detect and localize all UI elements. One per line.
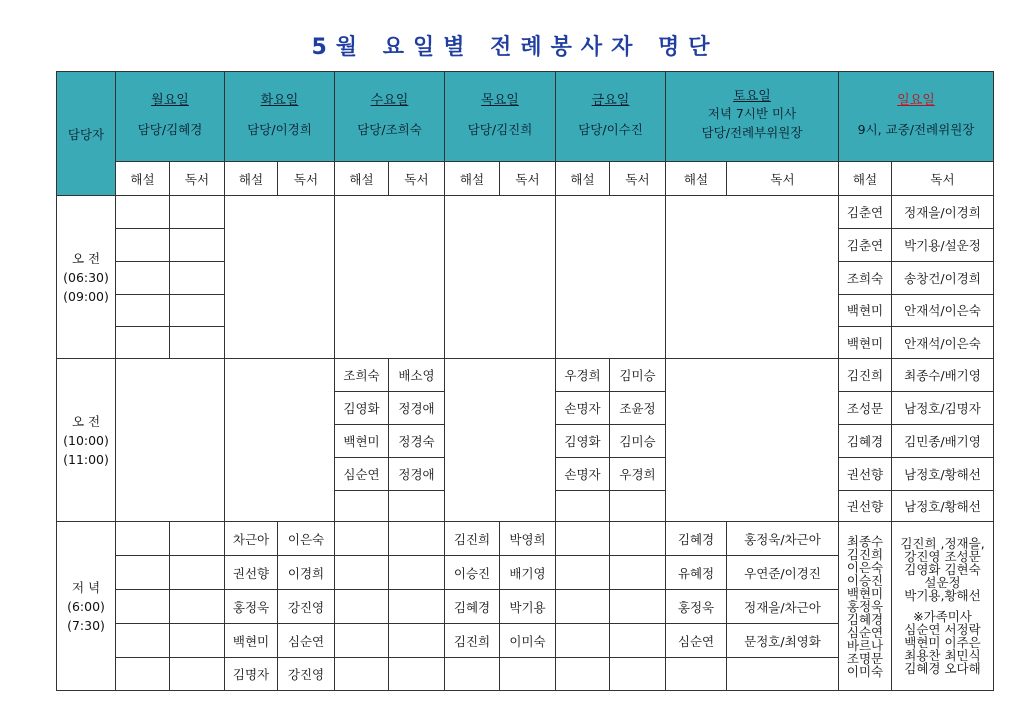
wed-reader: 정경애 — [389, 392, 445, 425]
day-name: 목요일 — [481, 92, 519, 108]
header-day-mon — [116, 72, 225, 162]
empty-cell — [116, 556, 170, 590]
period-label-morning1 — [57, 196, 116, 359]
empty-cell — [556, 522, 610, 556]
spacer — [116, 108, 224, 120]
col-reading: 독서 — [500, 162, 556, 196]
day-manager: 담당/김혜경 — [137, 121, 203, 137]
sun-commentator: 김진희 — [839, 359, 892, 392]
sun-commentator: 김춘연 — [839, 196, 892, 229]
empty-cell — [116, 522, 170, 556]
name-entry: 이승진 — [846, 572, 884, 588]
empty-block — [666, 359, 839, 522]
tue-reader: 심순연 — [278, 624, 335, 658]
wed-commentator: 조희숙 — [335, 359, 389, 392]
fri-reader: 우경희 — [610, 457, 666, 490]
sun-commentator: 백현미 — [839, 294, 892, 327]
fri-commentator: 우경희 — [556, 359, 610, 392]
name-entry: 홍정욱 — [846, 598, 884, 614]
tue-commentator: 홍정욱 — [225, 590, 278, 624]
sat-reader: 정재을/차근아 — [727, 590, 839, 624]
col-commentary: 해설 — [445, 162, 500, 196]
sun-reader: 안재석/이은숙 — [892, 327, 994, 359]
tue-commentator: 김명자 — [225, 657, 278, 690]
day-manager: 저녁 7시반 미사 — [707, 106, 797, 122]
sun-commentator: 권선향 — [839, 457, 892, 490]
sun-commentator: 백현미 — [839, 327, 892, 359]
empty-cell — [170, 327, 225, 359]
sun-commentator: 김혜경 — [839, 424, 892, 457]
name-entry: 김혜경 오다해 — [904, 661, 981, 677]
empty-block — [116, 359, 225, 522]
period-line: (09:00) — [63, 288, 109, 304]
spacer — [839, 108, 993, 120]
wed-commentator: 김영화 — [335, 392, 389, 425]
tue-commentator: 권선향 — [225, 556, 278, 590]
day-manager: 9시, 교중/전례위원장 — [857, 121, 975, 137]
empty-cell — [116, 327, 170, 359]
col-commentary: 해설 — [839, 162, 892, 196]
wed-commentator — [335, 490, 389, 522]
sat-commentator: 유혜정 — [666, 556, 727, 590]
tue-reader: 강진영 — [278, 590, 335, 624]
sat-reader: 우연준/이경진 — [727, 556, 839, 590]
tue-commentator: 백현미 — [225, 624, 278, 658]
empty-block — [445, 196, 556, 359]
sun-reader: 안재석/이은숙 — [892, 294, 994, 327]
empty-cell — [335, 624, 389, 658]
day-name: 월요일 — [151, 92, 189, 108]
tue-reader: 이경희 — [278, 556, 335, 590]
col-reading: 독서 — [170, 162, 225, 196]
empty-block — [556, 196, 666, 359]
thu-commentator: 김진희 — [445, 624, 500, 658]
header-cell-assignee: 담당자 — [57, 72, 116, 196]
fri-commentator: 김영화 — [556, 424, 610, 457]
col-commentary: 해설 — [116, 162, 170, 196]
name-entry: 이은숙 — [846, 559, 884, 575]
fri-commentator — [556, 490, 610, 522]
name-entry: 김진희 — [846, 546, 884, 562]
name-entry: 이미숙 — [846, 663, 884, 679]
fri-commentator: 손명자 — [556, 392, 610, 425]
empty-cell — [610, 522, 666, 556]
sun-reader: 남정호/김명자 — [892, 392, 994, 425]
empty-cell — [170, 228, 225, 261]
header-day-tue — [225, 72, 335, 162]
header-day-sun — [839, 72, 994, 162]
period-label-evening — [57, 522, 116, 691]
sun-evening-commentators — [839, 522, 892, 691]
empty-cell — [556, 657, 610, 690]
fri-reader: 김미승 — [610, 424, 666, 457]
period-label-morning2 — [57, 359, 116, 522]
thu-reader: 박영희 — [500, 522, 556, 556]
empty-block — [225, 359, 335, 522]
day-manager: 담당/이수진 — [578, 121, 643, 137]
empty-cell — [556, 624, 610, 658]
sat-commentator — [666, 657, 727, 690]
empty-cell — [389, 556, 445, 590]
col-commentary: 해설 — [335, 162, 389, 196]
sun-commentator: 조희숙 — [839, 261, 892, 294]
name-entry: 백현미 이주은 — [904, 635, 981, 651]
day-name: 금요일 — [591, 92, 630, 108]
empty-cell — [116, 196, 170, 229]
period-line: 저 녁 — [71, 579, 101, 595]
empty-cell — [389, 590, 445, 624]
empty-block — [225, 196, 335, 359]
empty-cell — [335, 556, 389, 590]
sat-reader: 홍정욱/차근아 — [727, 522, 839, 556]
empty-cell — [170, 522, 225, 556]
period-line: 오 전 — [71, 413, 101, 429]
sun-reader: 김민종/배기영 — [892, 424, 994, 457]
empty-cell — [116, 228, 170, 261]
wed-reader: 정경숙 — [389, 424, 445, 457]
col-reading: 독서 — [727, 162, 839, 196]
day-name: 화요일 — [260, 92, 299, 108]
roster-body — [57, 72, 994, 691]
day-manager: 담당/이경희 — [247, 121, 312, 137]
sun-reader: 남정호/황해선 — [892, 457, 994, 490]
fri-commentator: 손명자 — [556, 457, 610, 490]
wed-commentator: 심순연 — [335, 457, 389, 490]
empty-cell — [556, 556, 610, 590]
name-entry: 최종수 — [846, 533, 884, 549]
header-day-sat — [666, 72, 839, 162]
sun-reader: 박기용/설운정 — [892, 228, 994, 261]
empty-cell — [170, 590, 225, 624]
day-name: 일요일 — [897, 92, 935, 108]
col-reading: 독서 — [610, 162, 666, 196]
day-manager: 담당/전례부위원장 — [701, 125, 803, 141]
col-commentary: 해설 — [225, 162, 278, 196]
empty-cell — [170, 624, 225, 658]
name-entry: 김혜경 — [846, 611, 884, 627]
sun-commentator: 조성문 — [839, 392, 892, 425]
thu-commentator: 김혜경 — [445, 590, 500, 624]
sat-reader: 문정호/최영화 — [727, 624, 839, 658]
spacer — [335, 108, 444, 120]
thu-reader: 박기용 — [500, 590, 556, 624]
fri-reader: 조윤정 — [610, 392, 666, 425]
empty-cell — [170, 261, 225, 294]
name-entry: 설운정 — [924, 575, 961, 591]
wed-commentator: 백현미 — [335, 424, 389, 457]
period-line: 오 전 — [71, 250, 101, 266]
wed-reader: 정경애 — [389, 457, 445, 490]
spacer — [225, 108, 334, 120]
wed-reader: 배소영 — [389, 359, 445, 392]
empty-cell — [335, 522, 389, 556]
table-row — [57, 162, 994, 196]
empty-cell — [335, 590, 389, 624]
sat-reader — [727, 657, 839, 690]
name-entry: 김영화 김현숙 — [904, 562, 981, 578]
tue-reader: 이은숙 — [278, 522, 335, 556]
empty-cell — [610, 624, 666, 658]
sat-commentator: 김혜경 — [666, 522, 727, 556]
spacer — [556, 108, 665, 120]
empty-cell — [389, 624, 445, 658]
empty-cell — [556, 590, 610, 624]
table-row — [57, 522, 994, 556]
period-line: (11:00) — [63, 451, 109, 467]
name-entry: 김진희 ,정재을, — [900, 536, 985, 552]
name-entry: 조명문 — [846, 650, 884, 666]
name-entry: 백현미 — [846, 585, 884, 601]
empty-cell — [116, 624, 170, 658]
sat-commentator: 심순연 — [666, 624, 727, 658]
name-entry: 박기용,황해선 — [904, 588, 981, 604]
col-reading: 독서 — [389, 162, 445, 196]
thu-reader — [500, 657, 556, 690]
thu-reader: 배기영 — [500, 556, 556, 590]
day-manager: 담당/조희숙 — [357, 121, 422, 137]
empty-block — [445, 359, 556, 522]
period-line: (6:00) — [67, 598, 105, 614]
roster-table — [56, 71, 994, 691]
name-entry: 심순연 서정락 — [904, 622, 981, 638]
day-name: 토요일 — [733, 89, 771, 105]
sat-commentator: 홍정욱 — [666, 590, 727, 624]
empty-cell — [116, 261, 170, 294]
sun-commentator: 권선향 — [839, 490, 892, 522]
period-line: (7:30) — [67, 617, 105, 633]
empty-cell — [116, 657, 170, 690]
tue-reader: 강진영 — [278, 657, 335, 690]
header-day-thu — [445, 72, 556, 162]
thu-commentator: 이승진 — [445, 556, 500, 590]
thu-commentator — [445, 657, 500, 690]
empty-cell — [610, 590, 666, 624]
header-day-fri — [556, 72, 666, 162]
wed-reader — [389, 490, 445, 522]
empty-cell — [335, 657, 389, 690]
empty-cell — [610, 657, 666, 690]
empty-cell — [170, 196, 225, 229]
sun-reader: 송창건/이경희 — [892, 261, 994, 294]
page-title: 5월 요일별 전례봉사자 명단 — [311, 35, 719, 60]
col-reading: 독서 — [278, 162, 335, 196]
col-commentary: 해설 — [666, 162, 727, 196]
empty-block — [335, 196, 445, 359]
table-row — [57, 359, 994, 392]
period-line: (06:30) — [63, 269, 109, 285]
empty-cell — [170, 556, 225, 590]
name-entry: 최용찬 최민식 — [904, 648, 981, 664]
empty-cell — [170, 294, 225, 327]
empty-block — [666, 196, 839, 359]
col-reading: 독서 — [892, 162, 994, 196]
sun-reader: 정재을/이경희 — [892, 196, 994, 229]
name-entry: ※가족미사 — [913, 609, 972, 625]
thu-commentator: 김진희 — [445, 522, 500, 556]
spacer — [445, 108, 555, 120]
name-entry: 강진영 조성문 — [904, 549, 981, 565]
period-line: (10:00) — [63, 432, 109, 448]
tue-commentator: 차근아 — [225, 522, 278, 556]
col-commentary: 해설 — [556, 162, 610, 196]
day-manager: 담당/김진희 — [467, 121, 533, 137]
fri-reader — [610, 490, 666, 522]
table-row — [57, 72, 994, 162]
sun-reader: 남정호/황해선 — [892, 490, 994, 522]
table-row — [57, 196, 994, 229]
sun-reader: 최종수/배기영 — [892, 359, 994, 392]
empty-cell — [170, 657, 225, 690]
thu-reader: 이미숙 — [500, 624, 556, 658]
empty-cell — [389, 657, 445, 690]
empty-cell — [116, 294, 170, 327]
sun-evening-readers — [892, 522, 994, 691]
day-name: 수요일 — [370, 92, 409, 108]
header-day-wed — [335, 72, 445, 162]
name-entry: 바르나 — [846, 637, 884, 653]
empty-cell — [116, 590, 170, 624]
empty-cell — [610, 556, 666, 590]
empty-cell — [389, 522, 445, 556]
sun-commentator: 김춘연 — [839, 228, 892, 261]
name-entry: 심순연 — [846, 624, 884, 640]
fri-reader: 김미승 — [610, 359, 666, 392]
